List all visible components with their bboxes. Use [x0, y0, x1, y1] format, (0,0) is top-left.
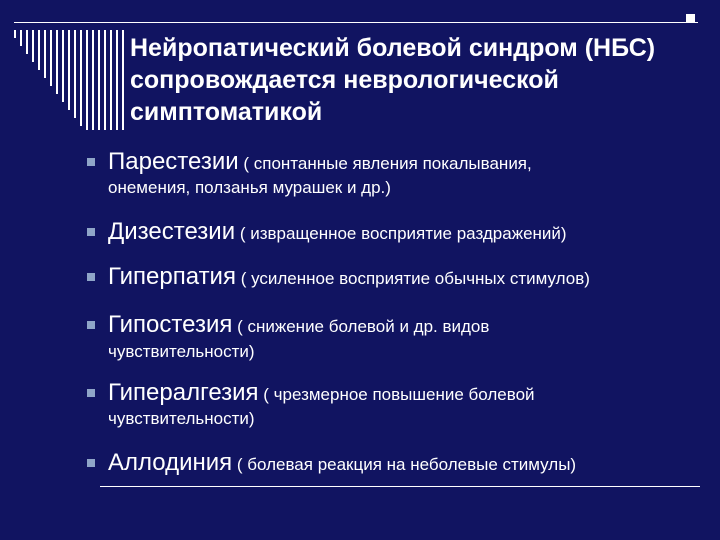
item-note: ( спонтанные явления покалывания,: [238, 154, 532, 173]
bullet-square-icon: [87, 459, 95, 467]
item-term: Парестезии: [108, 148, 239, 175]
item-note: ( снижение болевой и др. видов: [232, 317, 490, 336]
item-term: Гипералгезия: [108, 379, 259, 406]
stripes-decoration: [14, 30, 129, 130]
item-term: Гиперпатия: [108, 263, 236, 290]
item-line: [108, 311, 489, 339]
corner-square-decoration: [686, 14, 695, 23]
bullet-square-icon: [87, 228, 95, 236]
item-note-continued: чувствительности): [108, 342, 255, 361]
item-line: [108, 449, 576, 477]
title-line: Нейропатический болевой синдром (НБС): [130, 34, 656, 62]
bullet-square-icon: [87, 273, 95, 281]
item-note: ( болевая реакция на неболевые стимулы): [232, 455, 577, 474]
item-note-continued: онемения, ползанья мурашек и др.): [108, 178, 391, 197]
item-line: [108, 379, 535, 407]
item-note: ( чрезмерное повышение болевой: [258, 385, 535, 404]
slide-title: [130, 32, 720, 128]
item-line: [108, 148, 532, 176]
item-line: [108, 263, 590, 291]
item-note: ( усиленное восприятие обычных стимулов): [235, 269, 590, 288]
bullet-square-icon: [87, 389, 95, 397]
item-note: ( извращенное восприятие раздражений): [235, 224, 567, 243]
item-term: Гипостезия: [108, 311, 233, 338]
bullet-square-icon: [87, 158, 95, 166]
bottom-rule: [100, 486, 700, 487]
title-top-rule: [14, 22, 698, 23]
item-line: [108, 218, 567, 246]
item-note-continued: чувствительности): [108, 409, 255, 428]
title-line: симптоматикой: [130, 98, 323, 126]
bullet-square-icon: [87, 321, 95, 329]
item-term: Дизестезии: [108, 218, 236, 245]
title-line: сопровождается неврологической: [130, 66, 559, 94]
item-term: Аллодиния: [108, 449, 233, 476]
